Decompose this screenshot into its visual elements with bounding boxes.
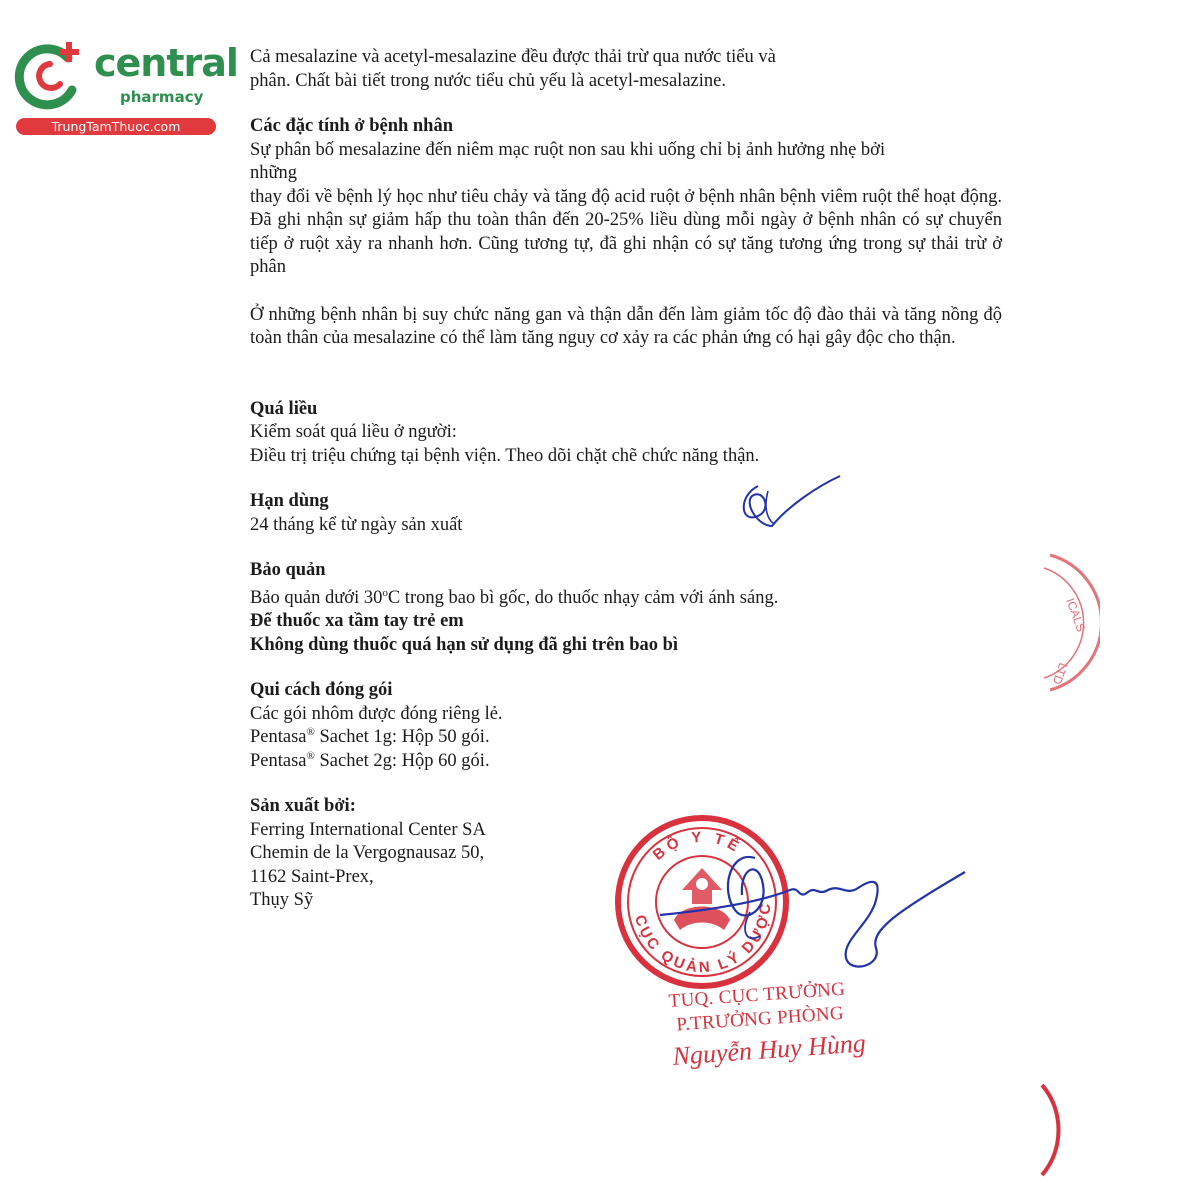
packaging-line-1: Các gói nhôm được đóng riêng lẻ. — [250, 703, 503, 724]
manufacturer-heading: Sản xuất bởi: — [250, 796, 356, 816]
overdose-line-2: Điều trị triệu chứng tại bệnh viện. Theo dõi chặt chẽ chức năng thận. — [250, 445, 760, 466]
packaging-detail: Sachet 1g: Hộp 50 gói. — [314, 727, 490, 747]
partial-side-stamp-icon — [1030, 550, 1100, 700]
signer-name: Nguyễn Huy Hùng — [671, 1028, 867, 1071]
logo-url-badge[interactable]: TrungTamThuoc.com — [16, 118, 216, 135]
stamp-top-text: BỘ Y TẾ — [649, 828, 745, 864]
manufacturer-line: Ferring International Center SA — [250, 819, 486, 840]
excretion-line-1: Cả mesalazine và acetyl-mesalazine đều được thải trừ qua nước tiểu và — [250, 47, 776, 67]
main-signature-icon — [650, 840, 980, 980]
storage-text — [250, 587, 1002, 611]
patients-p1-line-1: Sự phân bố mesalazine đến niêm mạc ruột non sau khi uống chỉ bị ảnh hưởng nhẹ bởi — [250, 139, 886, 160]
storage-text-before: Bảo quản dưới 30 — [250, 587, 383, 608]
packaging-item — [250, 726, 1002, 750]
initial-signature-icon — [728, 466, 848, 536]
storage-warning-children: Để thuốc xa tầm tay trẻ em — [250, 611, 464, 631]
packaging-item — [250, 750, 1002, 774]
patients-heading: Các đặc tính ở bệnh nhân — [250, 116, 454, 136]
registered-mark: ® — [306, 725, 315, 738]
storage-heading: Bảo quản — [250, 560, 326, 580]
pharmacy-cross-icon — [10, 36, 92, 118]
packaging-detail: Sachet 2g: Hộp 60 gói. — [314, 750, 490, 771]
logo-name: central — [94, 41, 238, 85]
degree-mark: o — [382, 586, 388, 599]
side-stamp-text-bottom: LTD — [1049, 660, 1071, 687]
storage-text-after: C trong bao bì gốc, do thuốc nhạy cảm với ánh sáng. — [387, 587, 779, 608]
signer-subtitle: P.TRƯỞNG PHÒNG — [675, 1002, 845, 1036]
storage-warning-expired: Không dùng thuốc quá hạn sử dụng đã ghi trên bao bì — [250, 634, 679, 655]
patients-p1-rest: thay đổi về bệnh lý học như tiêu chảy và tăng độ acid ruột ở bệnh nhân bệnh viêm ruột thể hoạt động. Đã ghi nhận sự giảm hấp thu toàn thân đến 20-25% liều dùng mỗi ngày ở bệnh nhân có sự chuyển tiếp ở ruột xảy ra nhanh hơn. Cũng tương tự, đã ghi nhận có sự tăng tương ứng trong sự thải trừ ở phân — [250, 186, 1002, 277]
partial-bottom-stamp-icon — [1030, 1080, 1080, 1180]
patients-p2: Ở những bệnh nhân bị suy chức năng gan và thận dẫn đến làm giảm tốc độ đào thải và tăng nồng độ toàn thân của mesalazine có thể làm tăng nguy cơ xảy ra các phản ứng có hại gây độc cho thận. — [250, 304, 1002, 348]
central-pharmacy-logo[interactable] — [10, 36, 238, 136]
manufacturer-line: Thụy Sỹ — [250, 890, 314, 910]
side-stamp-text: ICALS — [1063, 596, 1089, 634]
packaging-heading: Qui cách đóng gói — [250, 680, 393, 700]
manufacturer-line: Chemin de la Vergognausaz 50, — [250, 843, 485, 863]
signature-block — [668, 973, 913, 1074]
patients-p1-line-2: những — [250, 163, 298, 183]
leaflet-content — [250, 46, 1002, 913]
signer-title: TUQ. CỤC TRƯỞNG — [668, 978, 846, 1012]
packaging-brand: Pentasa — [250, 727, 307, 747]
overdose-heading: Quá liều — [250, 398, 318, 419]
shelf-life-text: 24 tháng kể từ ngày sản xuất — [250, 514, 463, 535]
excretion-line-2: phân. Chất bài tiết trong nước tiểu chủ yếu là acetyl-mesalazine. — [250, 70, 726, 91]
overdose-line-1: Kiểm soát quá liều ở người: — [250, 422, 457, 442]
packaging-brand: Pentasa — [250, 750, 307, 771]
logo-subtitle: pharmacy — [120, 88, 204, 106]
shelf-life-heading: Hạn dùng — [250, 491, 329, 511]
manufacturer-line: 1162 Saint-Prex, — [250, 866, 374, 887]
stamp-bottom-text: CỤC QUẢN LÝ DƯỢC — [631, 900, 775, 977]
registered-mark: ® — [306, 749, 315, 762]
